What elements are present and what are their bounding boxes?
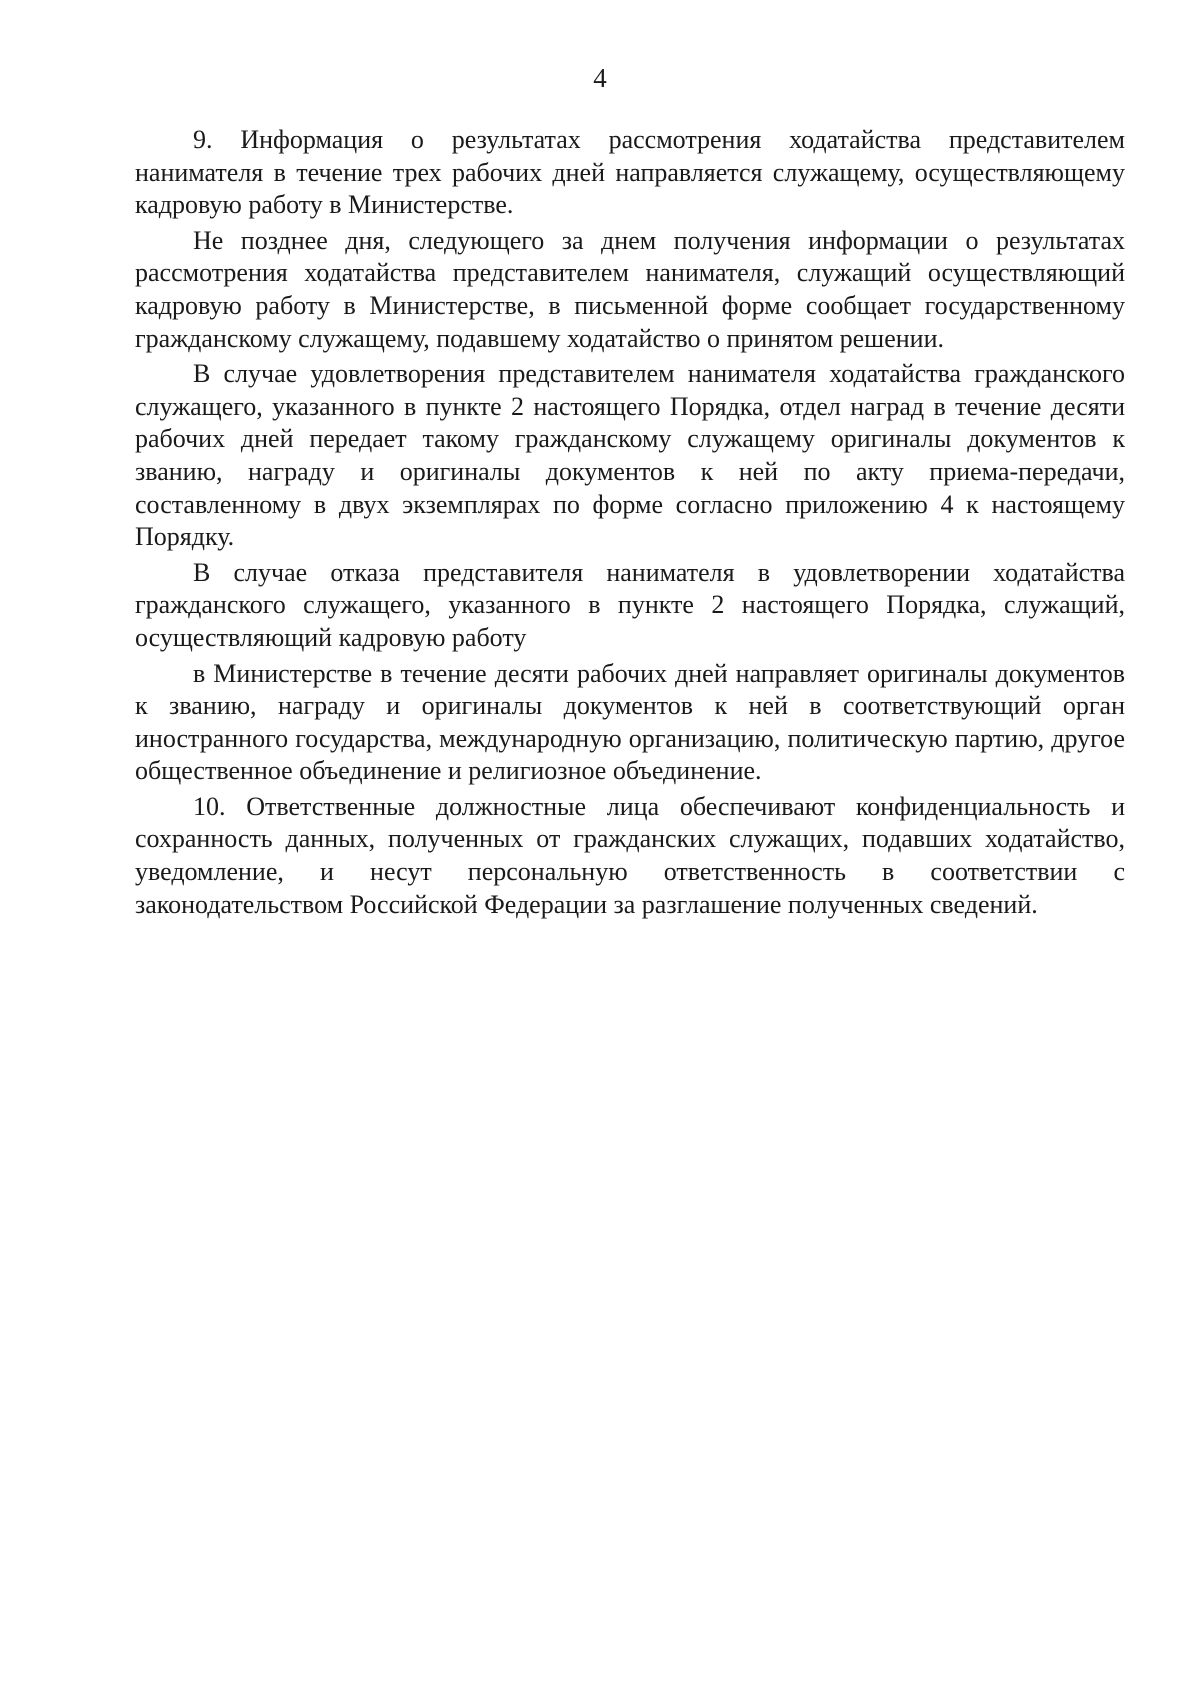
paragraph-refusal-continued: в Министерстве в течение десяти рабочих дней направляет оригиналы документов к званию, награду и оригиналы документов к ней в соответствующий орган иностранного государства, международную организацию, политическую партию, другое общественное объединение и религиозное объединение. [135, 658, 1125, 786]
document-body [135, 124, 1125, 924]
paragraph-10: 10. Ответственные должностные лица обеспечивают конфиденциальность и сохранность данных, полученных от гражданских служащих, подавших ходатайство, уведомление, и несут персональную ответственность в соответствии с законодательством Российской Федерации за разглашение полученных сведений. [135, 791, 1125, 919]
paragraph-notification: Не позднее дня, следующего за днем получения информации о результатах рассмотрения ходатайства представителем нанимателя, служащий осуществляющий кадровую работу в Министерстве, в письменной форме сообщает государственному гражданскому служащему, подавшему ходатайство о принятом решении. [135, 225, 1125, 353]
paragraph-9: 9. Информация о результатах рассмотрения ходатайства представителем нанимателя в течение трех рабочих дней направляется служащему, осуществляющему кадровую работу в Министерстве. [135, 125, 1125, 220]
paragraph-approval: В случае удовлетворения представителем нанимателя ходатайства гражданского служащего, указанного в пункте 2 настоящего Порядка, отдел наград в течение десяти рабочих дней передает такому гражданскому служащему оригиналы документов к званию, награду и оригиналы документов к ней по акту приема-передачи, составленному в двух экземплярах по форме согласно приложению 4 к настоящему Порядку. [135, 359, 1125, 552]
page-number: 4 [593, 63, 607, 93]
paragraph-refusal: В случае отказа представителя нанимателя в удовлетворении ходатайства гражданского служащего, указанного в пункте 2 настоящего Порядка, служащий, осуществляющий кадровую работу [135, 557, 1125, 652]
